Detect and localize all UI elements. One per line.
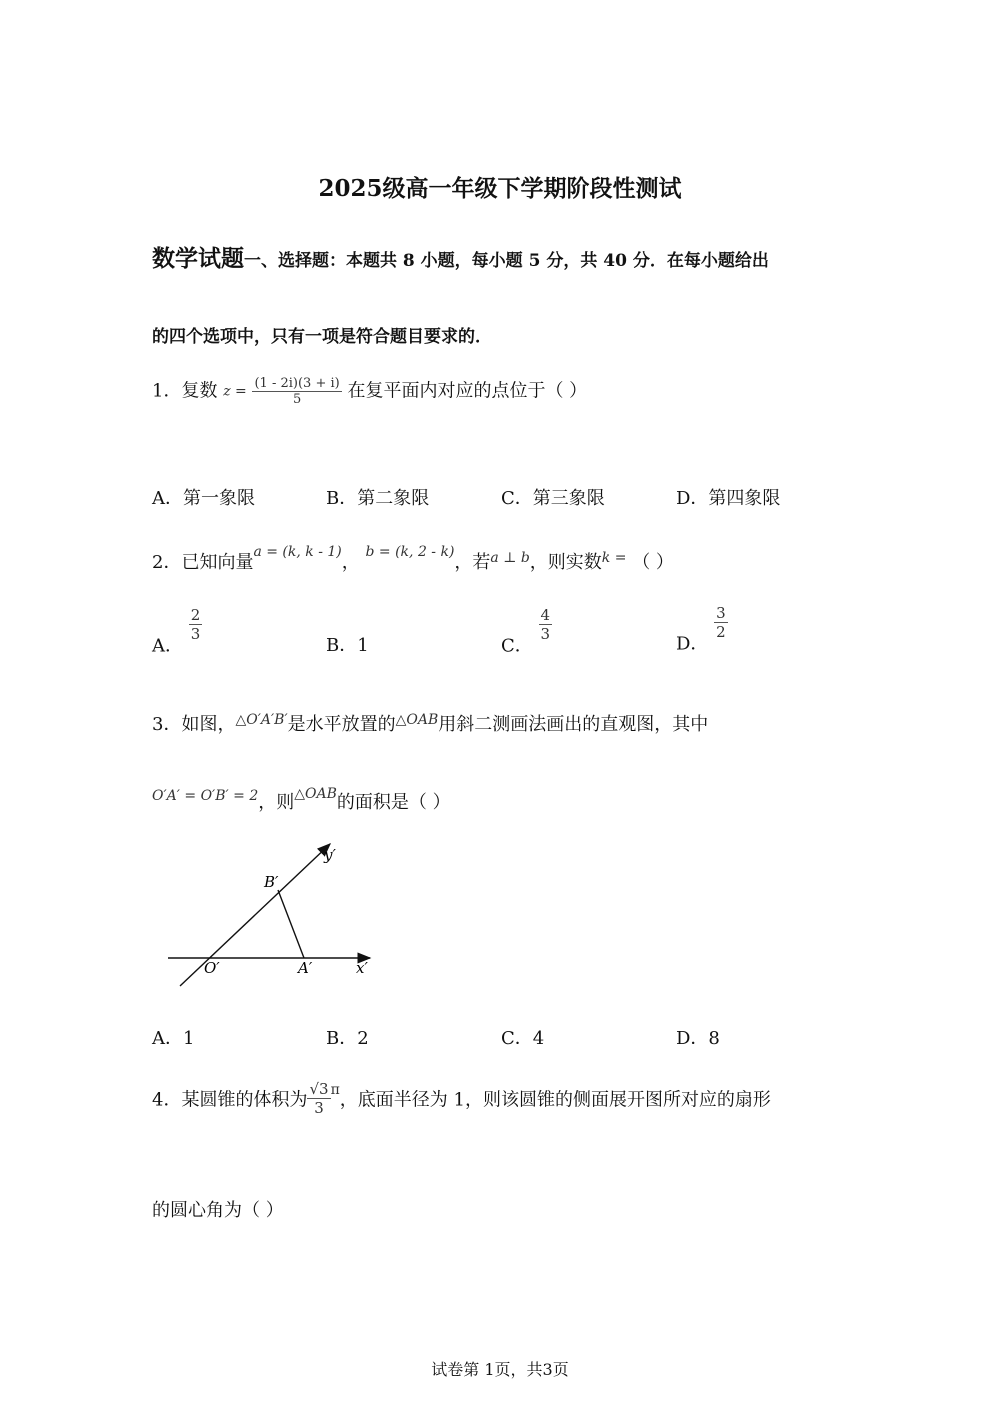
section-heading bbox=[152, 240, 769, 273]
option-label: A． bbox=[152, 635, 183, 657]
question-3-line2 bbox=[152, 788, 451, 814]
vector-a: a = (k, k - 1) bbox=[253, 544, 342, 560]
perpendicular-condition: a ⊥ b bbox=[490, 550, 530, 566]
question-2 bbox=[152, 544, 674, 574]
question-text: 复数 bbox=[181, 380, 218, 402]
fraction-denominator: 3 bbox=[190, 625, 201, 643]
question-text: 的面积是（ ） bbox=[336, 792, 451, 813]
question-number: 4． bbox=[152, 1089, 182, 1111]
page-title: 2025级高一年级下学期阶段性测试 bbox=[318, 175, 682, 202]
option-b[interactable]: B．2 bbox=[326, 1028, 369, 1049]
fraction-numerator: 3 bbox=[716, 604, 726, 622]
fraction bbox=[307, 1080, 330, 1117]
triangle-oab: △OAB bbox=[294, 786, 337, 802]
label-o-prime: O′ bbox=[204, 959, 220, 977]
subject-title: 数学试题 bbox=[152, 245, 244, 272]
question-3 bbox=[152, 710, 708, 736]
question-text: 如图， bbox=[181, 714, 236, 735]
fraction-denominator: 2 bbox=[716, 623, 726, 641]
option-c[interactable]: C．4 bbox=[501, 1028, 545, 1049]
vector-b: b = (k, 2 - k) bbox=[365, 544, 455, 560]
question-text: ，底面半径为 1，则该圆锥的侧面展开图所对应的扇形 bbox=[339, 1089, 771, 1111]
triangle-oab: △OAB bbox=[395, 712, 439, 728]
label-b-prime: B′ bbox=[264, 873, 279, 891]
question-number: 1． bbox=[152, 380, 182, 402]
label-a-prime: A′ bbox=[298, 959, 313, 977]
option-c[interactable] bbox=[501, 606, 552, 658]
fraction-denominator: 5 bbox=[252, 391, 341, 407]
fraction-numerator: 4 bbox=[540, 606, 551, 624]
fraction-denominator: 3 bbox=[540, 625, 551, 643]
fraction-numerator: (1 - 2i)(3 + i) bbox=[254, 376, 340, 391]
triangle-prime: △O′A′B′ bbox=[235, 712, 288, 728]
option-d[interactable] bbox=[676, 604, 728, 656]
fraction-denominator: 3 bbox=[307, 1098, 330, 1117]
fraction-numerator: 2 bbox=[190, 606, 201, 624]
label-x-prime: x′ bbox=[356, 959, 368, 977]
option-label: C． bbox=[501, 635, 533, 657]
question-text: 已知向量 bbox=[181, 552, 254, 573]
question-text: （ ） bbox=[632, 552, 674, 573]
question-text: ，若 bbox=[454, 552, 491, 573]
fraction bbox=[539, 606, 553, 643]
question-text: 在复平面内对应的点位于（ ） bbox=[347, 380, 588, 402]
question-4 bbox=[152, 1080, 771, 1117]
math-expression: k = bbox=[601, 550, 627, 566]
oblique-projection-figure bbox=[160, 838, 390, 993]
fraction bbox=[714, 604, 728, 641]
page-footer: 试卷第 1页，共3页 bbox=[431, 1360, 569, 1379]
fraction-numerator: √3 bbox=[309, 1080, 329, 1098]
question-text: ，则实数 bbox=[529, 552, 602, 573]
section-heading-line1: 一、选择题：本题共 8 小题，每小题 5 分，共 40 分．在每小题给出 bbox=[244, 251, 769, 271]
option-label: D． bbox=[676, 633, 709, 655]
question-1 bbox=[152, 376, 587, 407]
length-condition: O′A′ = O′B′ = 2 bbox=[152, 788, 259, 804]
option-b[interactable]: B．第二象限 bbox=[326, 488, 430, 509]
option-a[interactable]: A．1 bbox=[152, 1028, 195, 1049]
pi-symbol: π bbox=[330, 1081, 340, 1098]
option-d[interactable]: D．8 bbox=[676, 1028, 720, 1049]
question-number: 2． bbox=[152, 552, 182, 573]
fraction bbox=[189, 606, 203, 643]
question-text: ， bbox=[341, 552, 360, 573]
question-text: 是水平放置的 bbox=[287, 714, 396, 735]
option-d[interactable]: D．第四象限 bbox=[676, 488, 781, 509]
section-heading-line2: 的四个选项中，只有一项是符合题目要求的． bbox=[152, 327, 492, 347]
option-a[interactable]: A．第一象限 bbox=[152, 488, 255, 509]
option-a[interactable] bbox=[152, 606, 202, 658]
label-y-prime: y′ bbox=[324, 846, 336, 864]
option-c[interactable]: C．第三象限 bbox=[501, 488, 605, 509]
question-text: 用斜二测画法画出的直观图，其中 bbox=[438, 714, 709, 735]
question-text: ，则 bbox=[258, 792, 295, 813]
question-text: 某圆锥的体积为 bbox=[181, 1089, 308, 1111]
fraction bbox=[252, 376, 341, 407]
segment-a-b bbox=[278, 890, 304, 958]
math-expression: z = bbox=[223, 383, 247, 400]
option-b[interactable]: B．1 bbox=[326, 635, 369, 656]
question-4-line2: 的圆心角为（ ） bbox=[152, 1200, 284, 1221]
question-number: 3． bbox=[152, 714, 182, 735]
